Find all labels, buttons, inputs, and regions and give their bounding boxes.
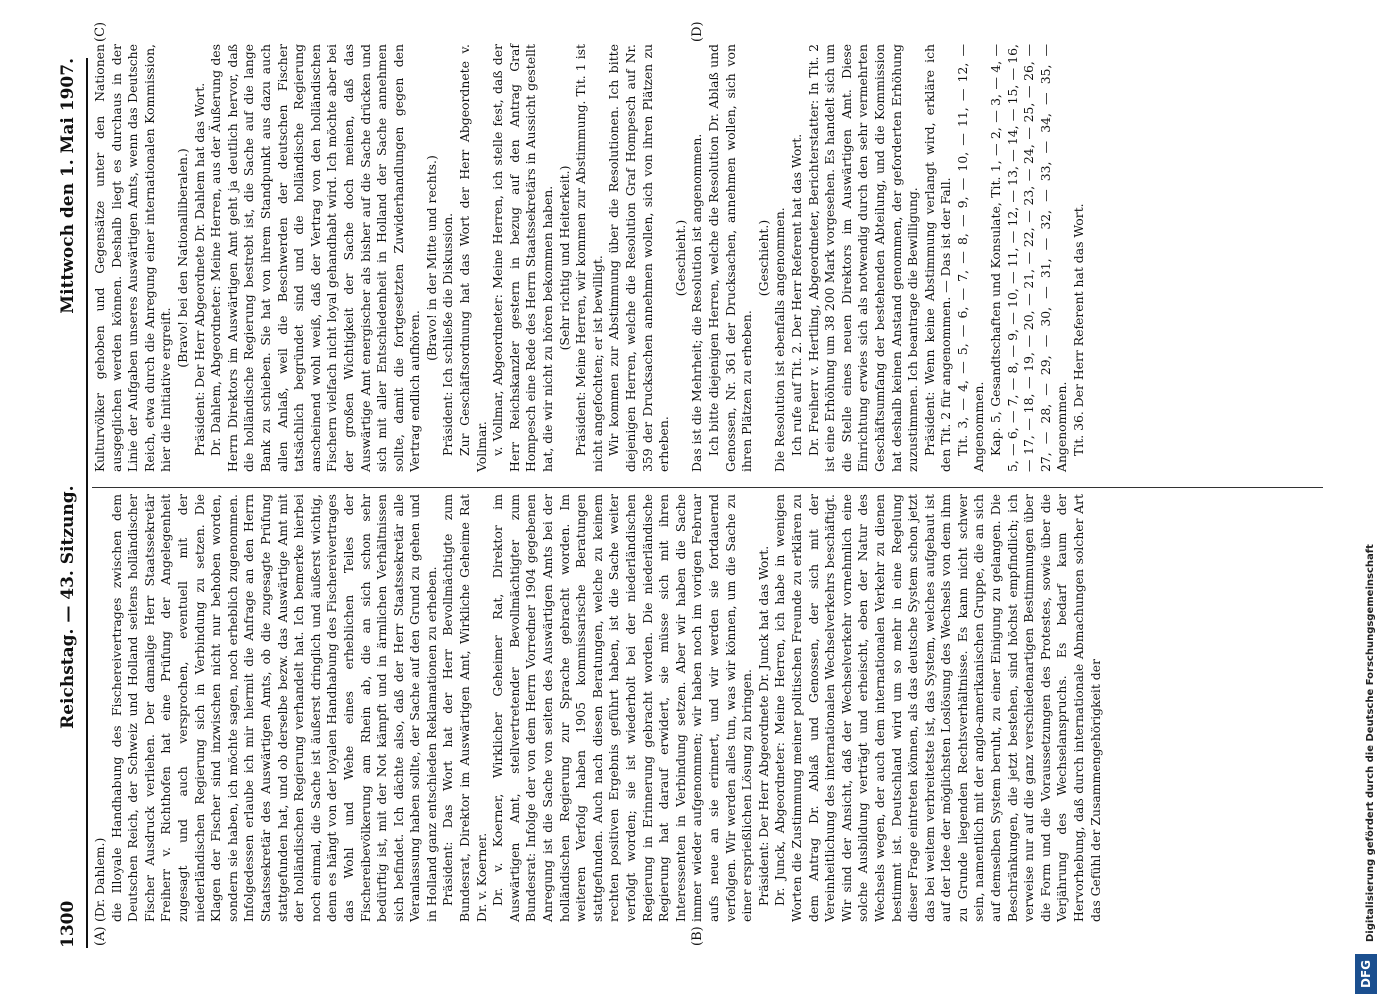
- interjection: (Bravo! bei den Nationalliberalen.): [174, 148, 190, 368]
- paragraph: (Dr. Dahlem.): [92, 837, 107, 922]
- interjection: (Geschieht.): [672, 219, 688, 297]
- page-header: [58, 58, 84, 948]
- page-number: 1300: [58, 900, 78, 948]
- paragraph: Dr. Junck, Abgeordneter: Meine Herren, ich habe in wenigen Worten die Zustimmung meiner politischen Freunde zu erklären zu dem Antrag Dr. Ablaß und Genossen, der sich mit der Vereinheitlichung des internationalen Wechselverkehrs beschäftigt. Wir sind der Ansicht, daß der Wechselverkehr vornehmlich eine solche Ausbildung verträgt und erheischt, eben der Natur des Wechsels wegen, der auch dem internationalen Verkehr zu dienen bestimmt ist. Deutschland wird um so mehr in eine Regelung dieser Frage eintreten können, als das deutsche System schon jetzt das bei weitem verbreitetste ist, das System, welches aufgebaut ist auf der Idee der möglichsten Loslösung des Wechsels von dem ihm zu Grunde liegenden Rechtsverhältnisse. Es kann nicht schwer sein, namentlich mit der anglo-amerikanischen Gruppe, die an sich auf demselben System beruht, zu einer Einigung zu gelangen. Die Beschränkungen, die jetzt bestehen, sind höchst empfindlich; ich verweise nur auf die ganz verschiedenartigen Bestimmungen über die Form und die Voraussetzungen des Protestes, sowie über die Verjährung des Wechselanspruchs. Es bedarf kaum der Hervorhebung, daß durch internationale Abmachungen solcher Art das Gefühl der Zusammengehörigkeit der: [772, 494, 1103, 922]
- paragraph: Dr. v. Koerner, Wirklicher Geheimer Rat, Direktor im Auswärtigen Amt, stellvertretender Bevollmächtigter zum Bundesrat: Infolge der von dem Herrn Vorredner 1904 gegebenen Anregung ist die Sache von seiten des Auswärtigen Amts bei der holländischen Regierung zur Sprache gebracht worden. Im weiteren Verfolg haben 1905 kommissarische Beratungen stattgefunden. Auch nach diesen Beratungen, welche zu keinem rechten positiven Ergebnis geführt haben, ist die Sache weiter verfolgt worden; sie ist wiederholt bei der niederländischen Regierung in Erinnerung gebracht worden. Die niederländische Regierung hat darauf erwidert, sie müsse sich mit ihren Interessenten in Verbindung setzen. Aber wir haben die Sache immer wieder aufgenommen; wir haben noch im vorigen Februar aufs neue an sie erinnert, und wir werden sie fortdauernd verfolgen. Wir werden alles tun, was wir können, um die Sache zu einer ersprießlichen Lösung zu bringen.: [490, 494, 755, 922]
- paragraph: Ich bitte diejenigen Herren, welche die Resolution Dr. Ablaß und Genossen, Nr. 361 der Drucksachen, annehmen wollen, sich von ihren Plätzen zu erheben.: [705, 44, 755, 472]
- session-title: Reichstag. — 43. Sitzung.: [58, 485, 78, 729]
- paragraph: Präsident: Der Herr Abgeordnete Dr. Dahlem hat das Wort.: [191, 82, 207, 456]
- paragraph: Zur Geschäftsordnung hat das Wort der Herr Abgeordnete v. Vollmar.: [457, 44, 489, 472]
- right-column: [92, 44, 1088, 472]
- paragraph: Präsident: Meine Herren, wir kommen zur Abstimmung. Tit. 1 ist nicht angefochten; er ist bewilligt.: [573, 44, 605, 472]
- paragraph: Kulturvölker gehoben und Gegensätze unter den Nationen ausgeglichen werden können. Deshalb liegt es durchaus in der Linie der Aufgaben unseres Auswärtigen Amts, wenn das Deutsche Reich, etwa durch die Anregung einer internationalen Kommission, hier die Initiative ergreift.: [92, 44, 174, 472]
- paragraph: Präsident: Wenn keine Abstimmung verlangt wird, erkläre ich den Tit. 2 für angenommen. — Das ist der Fall.: [921, 44, 954, 472]
- interjection: (Bravo! in der Mitte und rechts.): [423, 155, 439, 361]
- paragraph: Kap. 5, Gesandtschaften und Konsulate, Tit. 1, — 2, — 3, — 4, — 5, — 6, — 7, — 8, — 9, — 10, — 11, — 12, — 13, — 14, — 15, — 16, — 17, — 18, — 19, — 20, — 21, — 22, — 23, — 24, — 25, — 26, — 27, — 28, — 29, — 30, — 31, — 32, — 33, — 34, — 35, — Angenommen.: [988, 44, 1070, 472]
- margin-mark-c: (C): [93, 21, 108, 42]
- digitization-credit: Digitalisierung gefördert durch die Deutsche Forschungsgemeinschaft: [1365, 544, 1376, 942]
- paragraph: v. Vollmar, Abgeordneter: Meine Herren, ich stelle fest, daß der Herr Reichskanzler gestern in bezug auf den Antrag Graf Hompesch eine Rede des Herrn Staatssekretärs in Aussicht gestellt hat, die wir nicht zu hören bekommen haben.: [490, 44, 556, 472]
- paragraph: Tit. 3, — 4, — 5, — 6, — 7, — 8, — 9, — 10, — 11, — 12, — Angenommen.: [954, 44, 987, 472]
- header-rule: [86, 58, 88, 948]
- dfg-logo: DFG: [1355, 954, 1377, 994]
- paragraph: Präsident: Das Wort hat der Herr Bevollmächtigte zum Bundesrat, Direktor im Auswärtigen Amt, Wirkliche Geheime Rat Dr. v. Koerner.: [440, 494, 489, 922]
- interjection: (Geschieht.): [755, 219, 771, 297]
- session-date: Mittwoch den 1. Mai 1907.: [58, 58, 78, 314]
- margin-mark-d: (D): [690, 21, 705, 42]
- column-divider: [92, 487, 1323, 488]
- paragraph: Dr. Freiherr v. Hertling, Abgeordneter, Berichterstatter: In Tit. 2 ist eine Erhöhung um 38 200 Mark vorgesehen. Es handelt sich um die Stelle eines neuen Direktors im Auswärtigen Amt. Diese Einrichtung erwies sich als notwendig durch den sehr vermehrten Geschäftsumfang der bestehenden Abteilung, und die Kommission hat deshalb keinen Anstand genommen, der geforderten Erhöhung zuzustimmen. Ich beantrage die Bewilligung.: [805, 44, 921, 472]
- margin-mark-a: (A): [93, 926, 108, 946]
- paragraph: Wir kommen zur Abstimmung über die Resolutionen. Ich bitte diejenigen Herren, welche die Resolution Graf Hompesch auf Nr. 359 der Drucksachen annehmen wollen, sich von ihren Plätzen zu erheben.: [606, 44, 672, 472]
- interjection: (Sehr richtig und Heiterkeit.): [556, 165, 572, 351]
- left-column: [92, 494, 1104, 922]
- paragraph: die Illoyale Handhabung des Fischereivertrages zwischen dem Deutschen Reich, der Schweiz und Holland seitens holländischer Fischer Ausdruck verliehen. Der damalige Herr Staatssekretär Freiherr v. Richthofen hat eine Prüfung der Angelegenheit zugesagt und auch versprochen, eventuell mit der niederländischen Regierung sich in Verbindung zu setzen. Die Klagen der Fischer sind inzwischen nicht nur behoben worden, sondern sie haben, ich möchte sagen, noch erheblich zugenommen. Infolgedessen erlaube ich mir hiermit die Anfrage an den Herrn Staatssekretär des Auswärtigen Amts, ob die zugesagte Prüfung stattgefunden hat, und ob derselbe bezw. das Auswärtige Amt mit der holländischen Regierung verhandelt hat. Ich bemerke hierbei noch einmal, die Sache ist äußerst dringlich und äußerst wichtig, denn es hängt von der loyalen Handhabung des Fischereivertrages das Wohl und Wehe eines erheblichen Teiles der Fischereibevölkerung am Rhein ab, die an sich schon sehr bedürftig ist, mit der Not kämpft und in ärmlichen Verhältnissen sich befindet. Ich dächte also, daß der Herr Staatssekretär alle Veranlassung haben sollte, der Sache auf den Grund zu gehen und in Holland ganz entschieden Reklamationen zu erheben.: [108, 494, 439, 922]
- paragraph: Dr. Dahlem, Abgeordneter: Meine Herren, aus der Äußerung des Herrn Direktors im Auswärtigen Amt geht ja deutlich hervor, daß die holländische Regierung bestrebt ist, die Sache auf die lange Bank zu schieben. Sie hat von ihrem Standpunkt aus dazu auch allen Anlaß, weil die Beschwerden der deutschen Fischer tatsächlich begründet sind und die holländische Regierung anscheinend wohl weiß, daß der Vertrag von den holländischen Fischern vielfach nicht loyal gehandhabt wird. Ich möchte aber bei der großen Wichtigkeit der Sache doch meinen, daß das Auswärtige Amt energischer als bisher auf die Sache drücken und sich mit aller Entschiedenheit in Holland der Sache annehmen sollte, damit die fortgesetzten Zuwiderhandlungen gegen den Vertrag endlich aufhören.: [208, 44, 423, 472]
- paragraph: Das ist die Mehrheit; die Resolution ist angenommen.: [689, 133, 705, 472]
- paragraph: Die Resolution ist ebenfalls angenommen.: [772, 207, 788, 472]
- paragraph: Ich rufe auf Tit. 2. Der Herr Referent hat das Wort.: [788, 133, 804, 456]
- paragraph: Präsident: Ich schließe die Diskussion.: [440, 212, 456, 456]
- margin-mark-b: (B): [690, 926, 705, 946]
- paragraph: Präsident: Der Herr Abgeordnete Dr. Junck hat das Wort.: [755, 545, 771, 906]
- paragraph: Tit. 36. Der Herr Referent hat das Wort.: [1071, 203, 1087, 456]
